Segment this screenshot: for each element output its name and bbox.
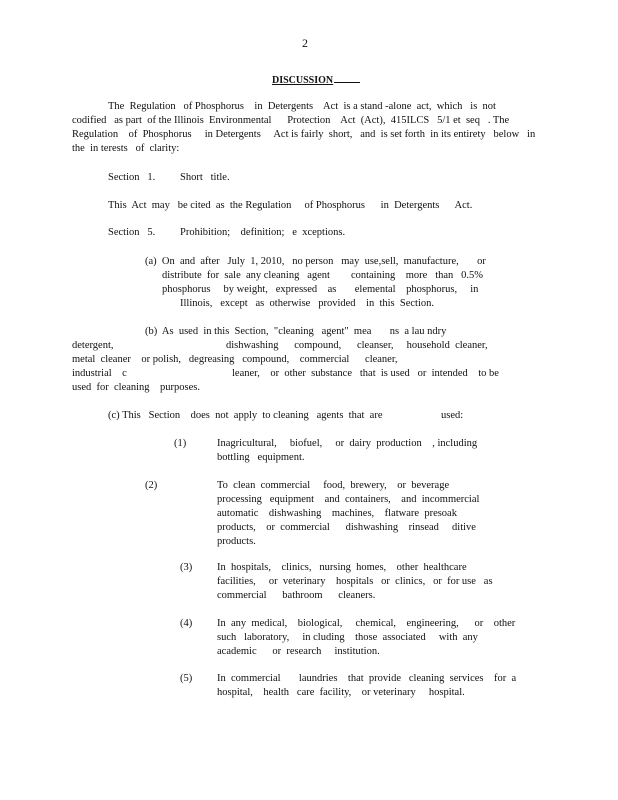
sub-b-line-1: (b) As used in this Section, "cleaning agent" mea ns a lau ndry bbox=[145, 326, 447, 337]
sub-b-line-5: used for cleaning purposes. bbox=[72, 382, 201, 393]
sub-a-line-4: Illinois, except as otherwise provided in this Section. bbox=[180, 298, 434, 309]
sub-a-line-2: distribute for sale any cleaning agent containing more than 0.5% bbox=[162, 270, 484, 281]
item-4-line-3: academic or research institution. bbox=[217, 646, 380, 657]
sub-b-line-4b: leaner, or other substance that is used or intended to be bbox=[232, 368, 499, 379]
item-1-num: (1) bbox=[174, 438, 187, 449]
item-4-line-1: In any medical, biological, chemical, engineering, or other bbox=[217, 618, 516, 629]
heading-underline bbox=[334, 82, 360, 83]
item-1-line-2: bottling equipment. bbox=[217, 452, 305, 463]
sub-c-intro-used: used: bbox=[441, 410, 464, 421]
section1-title: Short title. bbox=[180, 172, 230, 183]
section1-text: This Act may be cited as the Regulation of Phosphorus in Detergents Act. bbox=[108, 200, 473, 211]
item-2-line-2: processing equipment and containers, and incommercial bbox=[217, 494, 480, 505]
item-4-num: (4) bbox=[180, 618, 193, 629]
sub-a-line-1: (a) On and after July 1, 2010, no person may use,sell, manufacture, or bbox=[145, 256, 486, 267]
item-3-num: (3) bbox=[180, 562, 193, 573]
item-5-num: (5) bbox=[180, 673, 193, 684]
item-4-line-2: such laboratory, in cluding those associated with any bbox=[217, 632, 478, 643]
intro-line-3: Regulation of Phosphorus in Detergents Act is fairly short, and is set forth in its entirety below in bbox=[72, 129, 536, 140]
sub-b-line-2: detergent, bbox=[72, 340, 114, 351]
sub-b-line-3: metal cleaner or polish, degreasing compound, commercial cleaner, bbox=[72, 354, 398, 365]
intro-line-2: codified as part of the Illinois Environmental Protection Act (Act), 415ILCS 5/1 et seq . The bbox=[72, 115, 510, 126]
item-3-line-3: commercial bathroom cleaners. bbox=[217, 590, 376, 601]
sub-c-intro: (c) This Section does not apply to cleaning agents that are bbox=[108, 410, 383, 421]
intro-line-4: the in terests of clarity: bbox=[72, 143, 180, 154]
intro-line-1: The Regulation of Phosphorus in Detergents Act is a stand -alone act, which is not bbox=[108, 101, 496, 112]
item-3-line-2: facilities, or veterinary hospitals or clinics, or for use as bbox=[217, 576, 493, 587]
item-3-line-1: In hospitals, clinics, nursing homes, other healthcare bbox=[217, 562, 467, 573]
sub-b-line-4: industrial c bbox=[72, 368, 127, 379]
item-2-line-1: To clean commercial food, brewery, or beverage bbox=[217, 480, 450, 491]
page-number: 2 bbox=[302, 36, 308, 50]
item-2-num: (2) bbox=[145, 480, 158, 491]
item-2-line-5: products. bbox=[217, 536, 256, 547]
section1-label: Section 1. bbox=[108, 172, 156, 183]
section5-title: Prohibition; definition; e xceptions. bbox=[180, 227, 346, 238]
item-1-line-1: Inagricultural, biofuel, or dairy production , including bbox=[217, 438, 478, 449]
item-5-line-1: In commercial laundries that provide cleaning services for a bbox=[217, 673, 517, 684]
item-2-line-3: automatic dishwashing machines, flatware presoak bbox=[217, 508, 457, 519]
heading-text: DISCUSSION bbox=[272, 75, 334, 86]
discussion-heading bbox=[272, 74, 360, 87]
sub-a-line-3: phosphorus by weight, expressed as elemental phosphorus, in bbox=[162, 284, 479, 295]
section5-label: Section 5. bbox=[108, 227, 156, 238]
item-5-line-2: hospital, health care facility, or veterinary hospital. bbox=[217, 687, 465, 698]
sub-b-line-2b: dishwashing compound, cleanser, household cleaner, bbox=[226, 340, 488, 351]
item-2-line-4: products, or commercial dishwashing rinsead ditive bbox=[217, 522, 476, 533]
